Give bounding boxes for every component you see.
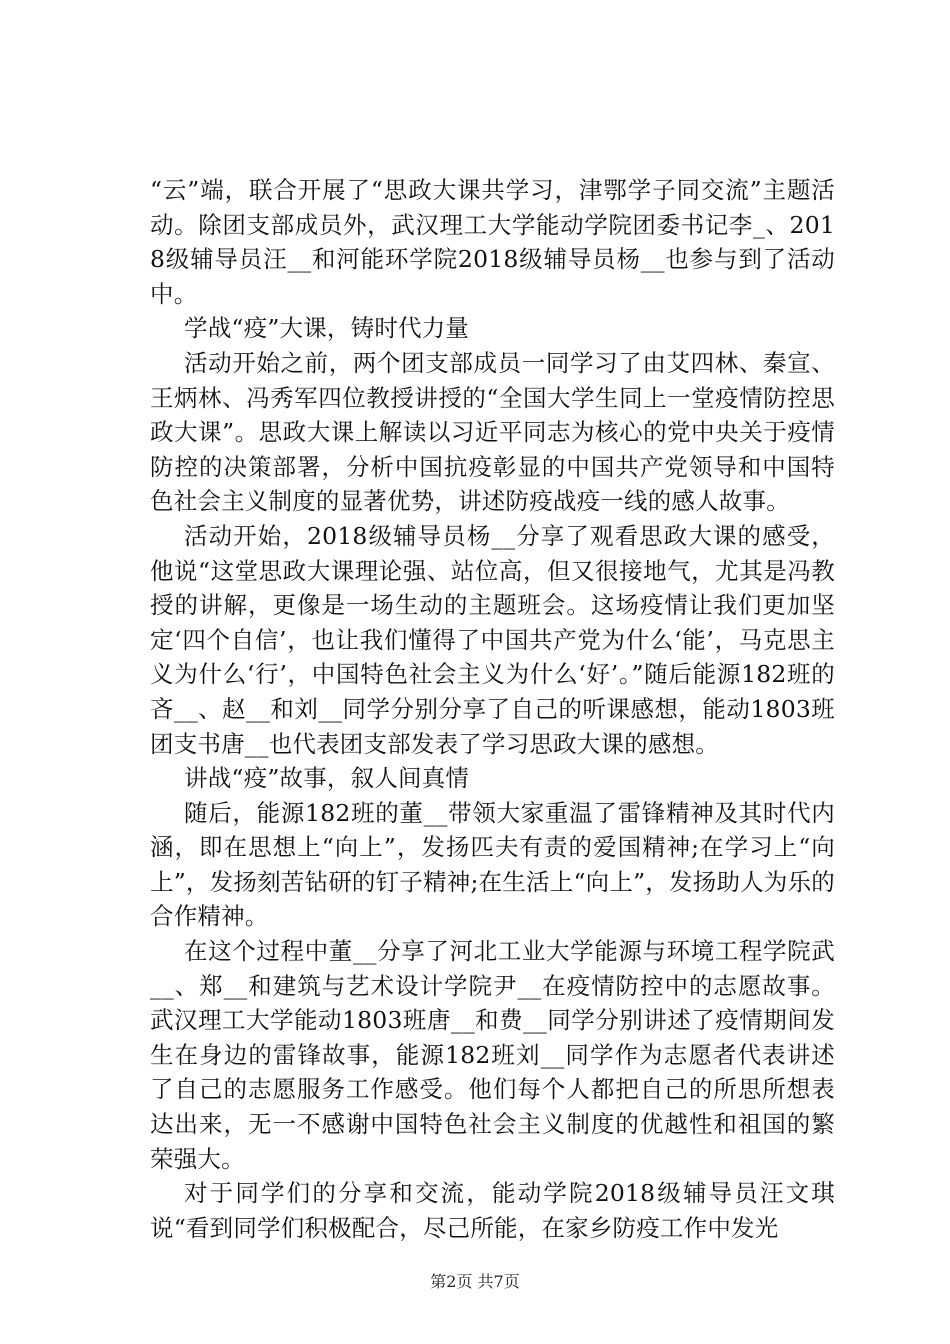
paragraph-activity-start: 活动开始，2018级辅导员杨__分享了观看思政大课的感受，他说“这堂思政大课理论强、站位高，但又很接地气，尤其是冯教授的讲解，更像是一场生动的主题班会。这场疫情让我们更加坚定‘四个自信’，也让我们懂得了中国共产党为什么‘能’，马克思主义为什么‘行’，中国特色社会主义为什么‘好’。”随后能源182班的吝__、赵__和刘__同学分别分享了自己的听课感想，能动1803班团支书唐__也代表团支部发表了学习思政大课的感想。 — [150, 521, 835, 758]
paragraph-study-course: 活动开始之前，两个团支部成员一同学习了由艾四林、秦宣、王炳林、冯秀军四位教授讲授的“全国大学生同上一堂疫情防控思政大课”。思政大课上解读以习近平同志为核心的党中央关于疫情防控的决策部署，分析中国抗疫彰显的中国共产党领导和中国特色社会主义制度的显著优势，讲述防疫战疫一线的感人故事。 — [150, 348, 835, 516]
paragraph-intro: “云”端，联合开展了“思政大课共学习，津鄂学子同交流”主题活动。除团支部成员外，武汉理工大学能动学院团委书记李_、2018级辅导员汪__和河能环学院2018级辅导员杨__也参与到了活动中。 — [150, 176, 836, 308]
section-heading-study: 学战“疫”大课，铸时代力量 — [184, 314, 470, 343]
document-body — [150, 173, 835, 1245]
page-number-footer: 第2页 共7页 — [430, 1272, 520, 1291]
paragraph-counselor-remarks: 对于同学们的分享和交流，能动学院2018级辅导员汪文琪说“看到同学们积极配合，尽己所能，在家乡防疫工作中发光 — [150, 1179, 835, 1242]
section-heading-stories: 讲战“疫”故事，叙人间真情 — [184, 764, 470, 793]
paragraph-volunteer-stories: 在这个过程中董__分享了河北工业大学能源与环境工程学院武__、郑__和建筑与艺术设计学院尹__在疫情防控中的志愿故事。武汉理工大学能动1803班唐__和费__同学分别讲述了疫情期间发生在身边的雷锋故事，能源182班刘__同学作为志愿者代表讲述了自己的志愿服务工作感受。他们每个人都把自己的所思所想表达出来，无一不感谢中国特色社会主义制度的优越性和祖国的繁荣强大。 — [150, 937, 835, 1173]
paragraph-leifeng-spirit: 随后，能源182班的董__带领大家重温了雷锋精神及其时代内涵，即在思想上“向上”，发扬匹夫有责的爱国精神;在学习上“向上”，发扬刻苦钻研的钉子精神;在生活上“向上”，发扬助人为乐的合作精神。 — [150, 798, 835, 931]
